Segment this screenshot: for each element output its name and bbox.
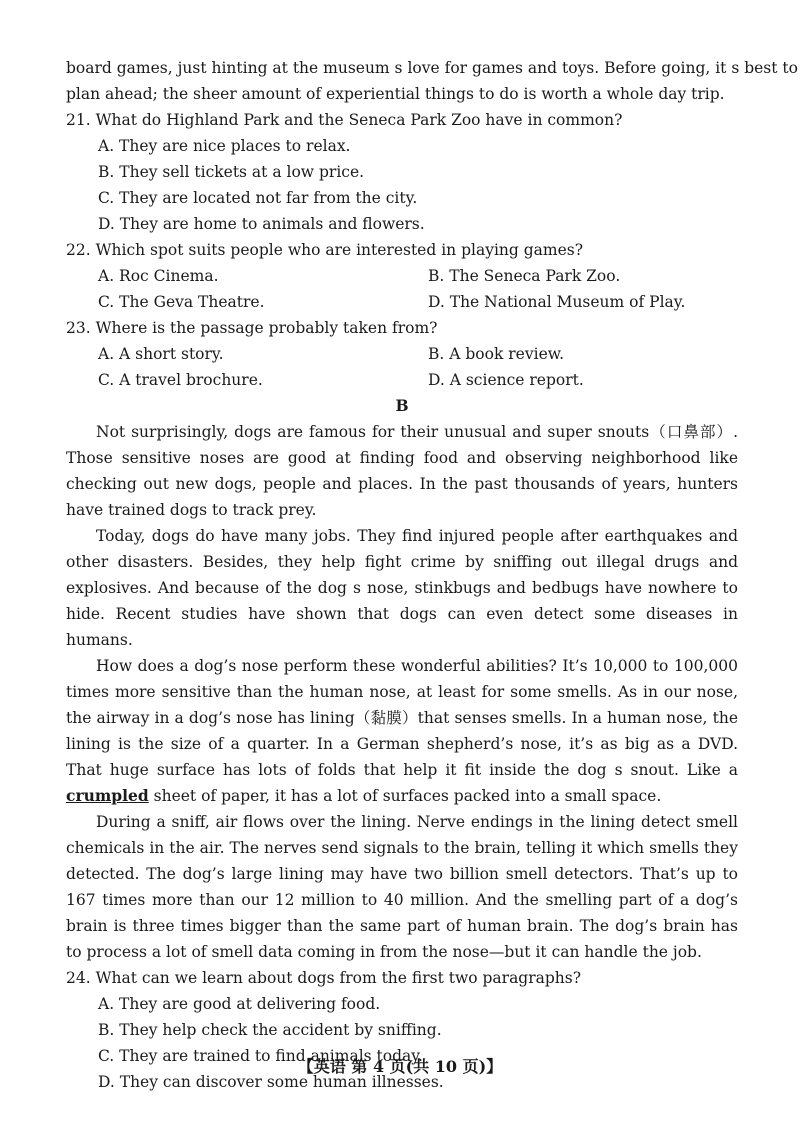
page-content xyxy=(66,55,798,1095)
question-21-option-d: D. They are home to animals and flowers. xyxy=(98,215,425,233)
section-b-paragraph-3 xyxy=(66,653,738,809)
question-24-option-c: C. They are trained to find animals today. xyxy=(98,1047,423,1065)
paragraph-3-text-after: sheet of paper, it has a lot of surfaces packed into a small space. xyxy=(148,787,662,805)
question-23-stem: 23. Where is the passage probably taken from? xyxy=(66,319,438,337)
question-22-option-b: B. The Seneca Park Zoo. xyxy=(428,267,621,285)
question-22-options-row-2 xyxy=(66,289,738,315)
question-23-option-b: B. A book review. xyxy=(428,345,565,363)
paragraph-3-text-before: How does a dog’s nose perform these wonderful abilities? It’s 10,000 to 100,000 times more sensitive than the human nose, at least for some smells. As in our nose, the airway in a dog’s nose has lining（黏膜）that senses smells. In a human nose, the lining is the size of a quarter. In a German shepherd’s nose, it’s as big as a DVD. That huge surface has lots of folds that help it fit inside the dog s snout. Like a xyxy=(66,657,738,779)
question-23-options-row-1 xyxy=(66,341,738,367)
section-b-paragraph-1: Not surprisingly, dogs are famous for their unusual and super snouts（口鼻部）. Those sensitive noses are good at finding food and observing neighborhood like checking out new dogs, people and places. In the past thousands of years, hunters have trained dogs to track prey. xyxy=(66,423,738,519)
question-23-option-a: A. A short story. xyxy=(98,345,224,363)
question-23-options-row-2 xyxy=(66,367,738,393)
page-footer: 【英语 第 4 页(共 10 页)】 xyxy=(297,1057,503,1076)
question-21-option-a: A. They are nice places to relax. xyxy=(98,137,351,155)
question-24-option-a: A. They are good at delivering food. xyxy=(98,995,381,1013)
section-b-paragraph-4: During a sniff, air flows over the lining. Nerve endings in the lining detect smell chemicals in the air. The nerves send signals to the brain, telling it which smells they detected. The dog’s large lining may have two billion smell detectors. That’s up to 167 times more than our 12 million to 40 million. And the smelling part of a dog’s brain is three times bigger than the same part of human brain. The dog’s brain has to process a lot of smell data coming in from the nose—but it can handle the job. xyxy=(66,813,738,961)
question-22-options-row-1 xyxy=(66,263,738,289)
question-21-option-c: C. They are located not far from the city. xyxy=(98,189,418,207)
question-22-stem: 22. Which spot suits people who are interested in playing games? xyxy=(66,241,584,259)
question-24-option-d: D. They can discover some human illnesses. xyxy=(98,1073,444,1091)
question-22-option-c: C. The Geva Theatre. xyxy=(98,293,265,311)
question-21-stem: 21. What do Highland Park and the Seneca Park Zoo have in common? xyxy=(66,111,623,129)
intro-line-1: board games, just hinting at the museum s love for games and toys. Before going, it s best to xyxy=(66,59,798,77)
question-24-option-b: B. They help check the accident by sniffing. xyxy=(98,1021,442,1039)
section-b-paragraph-2: Today, dogs do have many jobs. They find injured people after earthquakes and other disasters. Besides, they help fight crime by sniffing out illegal drugs and explosives. And because of the dog s nose, stinkbugs and bedbugs have nowhere to hide. Recent studies have shown that dogs can even detect some diseases in humans. xyxy=(66,527,738,649)
question-21-option-b: B. They sell tickets at a low price. xyxy=(98,163,365,181)
section-b-title: B xyxy=(395,396,409,415)
question-23-option-d: D. A science report. xyxy=(428,371,584,389)
question-22-option-a: A. Roc Cinema. xyxy=(98,267,219,285)
question-22-option-d: D. The National Museum of Play. xyxy=(428,293,686,311)
question-24-stem: 24. What can we learn about dogs from the first two paragraphs? xyxy=(66,969,582,987)
intro-line-2: plan ahead; the sheer amount of experiential things to do is worth a whole day trip. xyxy=(66,85,725,103)
highlighted-word: crumpled xyxy=(66,786,149,805)
question-23-option-c: C. A travel brochure. xyxy=(98,371,263,389)
